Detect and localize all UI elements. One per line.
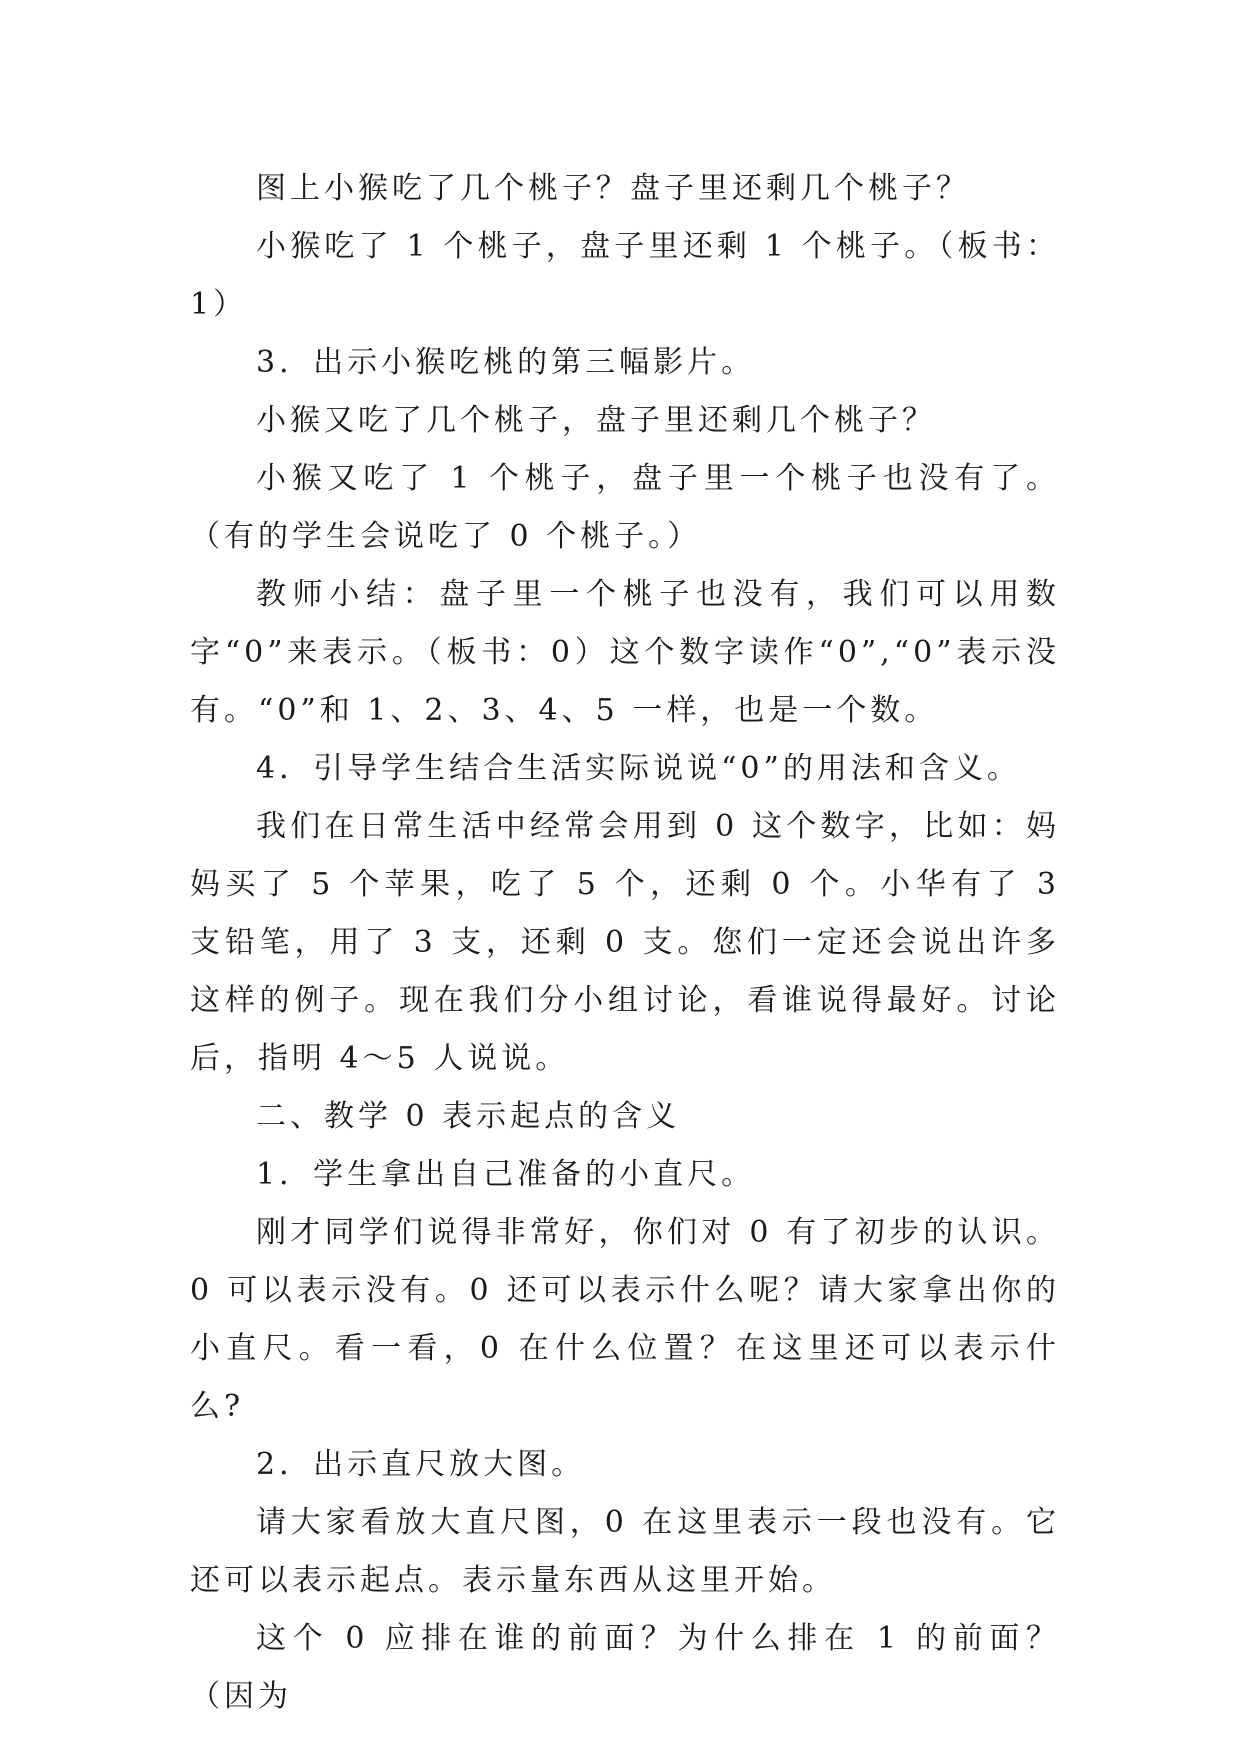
- section-heading: 二、教学 0 表示起点的含义: [256, 1099, 681, 1134]
- paragraph: 小猴吃了 1 个桃子，盘子里还剩 1 个桃子。（板书：1）: [190, 229, 1060, 322]
- paragraph: 请大家看放大直尺图，0 在这里表示一段也没有。它还可以表示起点。表示量东西从这里开始。: [190, 1505, 1060, 1598]
- paragraph: 1．学生拿出自己准备的小直尺。: [256, 1157, 756, 1192]
- document-body: [190, 160, 1060, 1726]
- paragraph: 这个 0 应排在谁的前面？为什么排在 1 的前面？（因为: [190, 1621, 1060, 1714]
- paragraph: 2．出示直尺放大图。: [256, 1447, 586, 1482]
- paragraph: 图上小猴吃了几个桃子？盘子里还剩几个桃子？: [256, 171, 970, 206]
- paragraph: 4．引导学生结合生活实际说说“0”的用法和含义。: [256, 751, 1021, 786]
- paragraph: 3．出示小猴吃桃的第三幅影片。: [256, 345, 756, 380]
- paragraph: 教师小结：盘子里一个桃子也没有，我们可以用数字“0”来表示。（板书：0）这个数字读作“0”,“0”表示没有。“0”和 1、2、3、4、5 一样，也是一个数。: [190, 577, 1060, 728]
- paragraph: 刚才同学们说得非常好，你们对 0 有了初步的认识。0 可以表示没有。0 还可以表示什么呢？请大家拿出你的小直尺。看一看，0 在什么位置？在这里还可以表示什么?: [190, 1215, 1060, 1424]
- paragraph: 小猴又吃了 1 个桃子，盘子里一个桃子也没有了。（有的学生会说吃了 0 个桃子。）: [190, 461, 1060, 554]
- paragraph: 我们在日常生活中经常会用到 0 这个数字，比如：妈妈买了 5 个苹果，吃了 5 个，还剩 0 个。小华有了 3 支铅笔，用了 3 支，还剩 0 支。您们一定还会说出许多这样的例子。现在我们分小组讨论，看谁说得最好。讨论后，指明 4～5 人说说。: [190, 809, 1060, 1076]
- paragraph: 小猴又吃了几个桃子，盘子里还剩几个桃子？: [256, 403, 936, 438]
